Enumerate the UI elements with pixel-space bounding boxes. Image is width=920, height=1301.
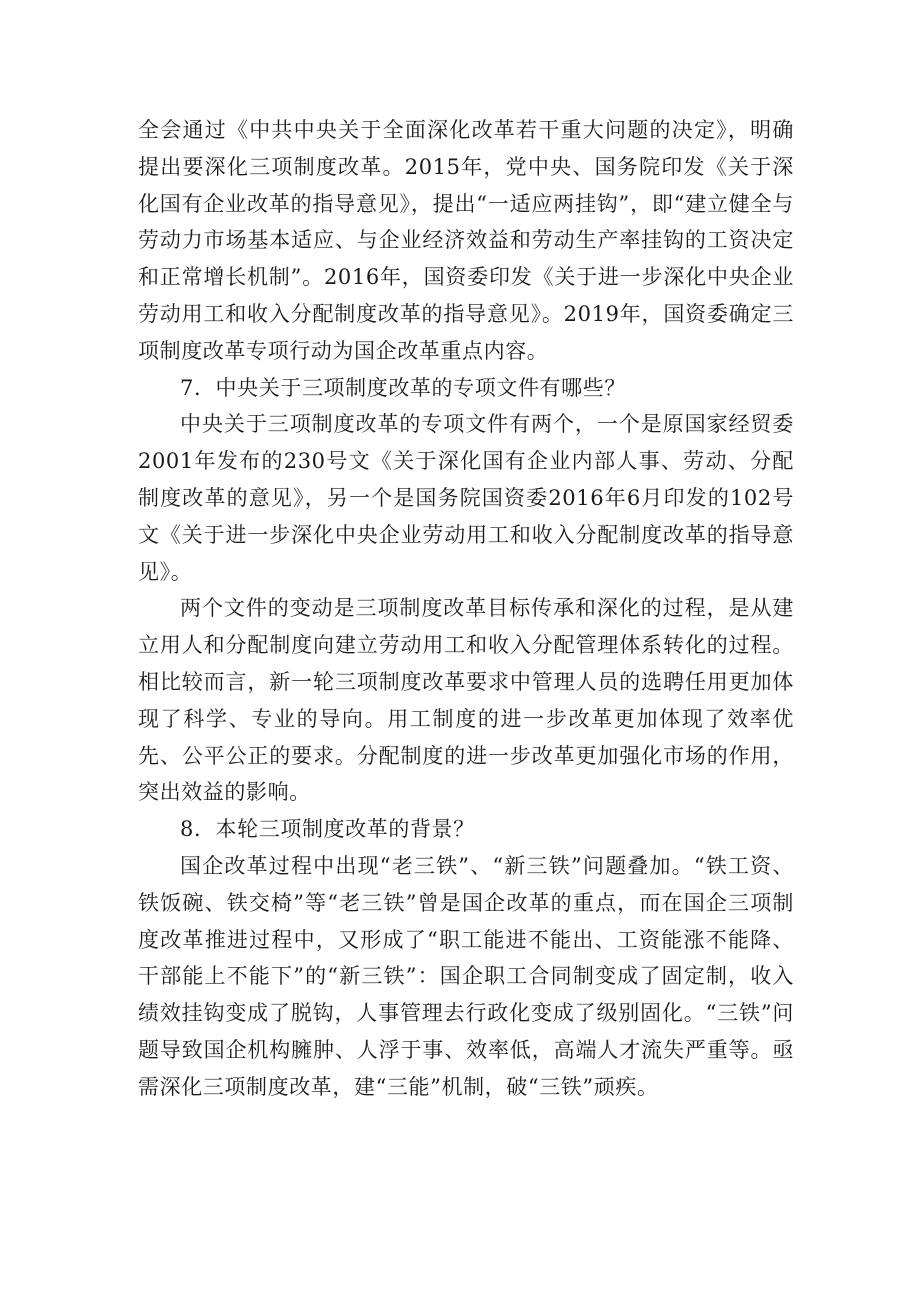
answer-paragraph-7-2: 两个文件的变动是三项制度改革目标传承和深化的过程，是从建立用人和分配制度向建立劳动用工和收入分配管理体系转化的过程。相比较而言，新一轮三项制度改革要求中管理人员的选聘任用更加体现了科学、专业的导向。用工制度的进一步改革更加体现了效率优先、公平公正的要求。分配制度的进一步改革更加强化市场的作用，突出效益的影响。 (138, 596, 794, 805)
answer-paragraph-7-1: 中央关于三项制度改革的专项文件有两个，一个是原国家经贸委2001年发布的230号文《关于深化国有企业内部人事、劳动、分配制度改革的意见》，另一个是国务院国资委2016年6月印发的102号文《关于进一步深化中央企业劳动用工和收入分配制度改革的指导意见》。 (138, 412, 794, 584)
answer-paragraph-8: 国企改革过程中出现“老三铁”、“新三铁”问题叠加。“铁工资、铁饭碗、铁交椅”等“老三铁”曾是国企改革的重点，而在国企三项制度改革推进过程中，又形成了“职工能进不能出、工资能涨不能降、干部能上不能下”的“新三铁”：国企职工合同制变成了固定制，收入绩效挂钩变成了脱钩，人事管理去行政化变成了级别固化。“三铁”问题导致国企机构臃肿、人浮于事、效率低，高端人才流失严重等。亟需深化三项制度改革，建“三能”机制，破“三铁”顽疾。 (138, 853, 794, 1099)
document-body (138, 112, 794, 1106)
question-heading-8: 8．本轮三项制度改革的背景？ (180, 817, 475, 842)
paragraph-continuation: 全会通过《中共中央关于全面深化改革若干重大问题的决定》，明确提出要深化三项制度改革。2015年，党中央、国务院印发《关于深化国有企业改革的指导意见》，提出“一适应两挂钩”，即“建立健全与劳动力市场基本适应、与企业经济效益和劳动生产率挂钩的工资决定和正常增长机制”。2016年，国资委印发《关于进一步深化中央企业劳动用工和收入分配制度改革的指导意见》。2019年，国资委确定三项制度改革专项行动为国企改革重点内容。 (138, 118, 794, 363)
question-heading-7: 7．中央关于三项制度改革的专项文件有哪些？ (180, 375, 626, 400)
